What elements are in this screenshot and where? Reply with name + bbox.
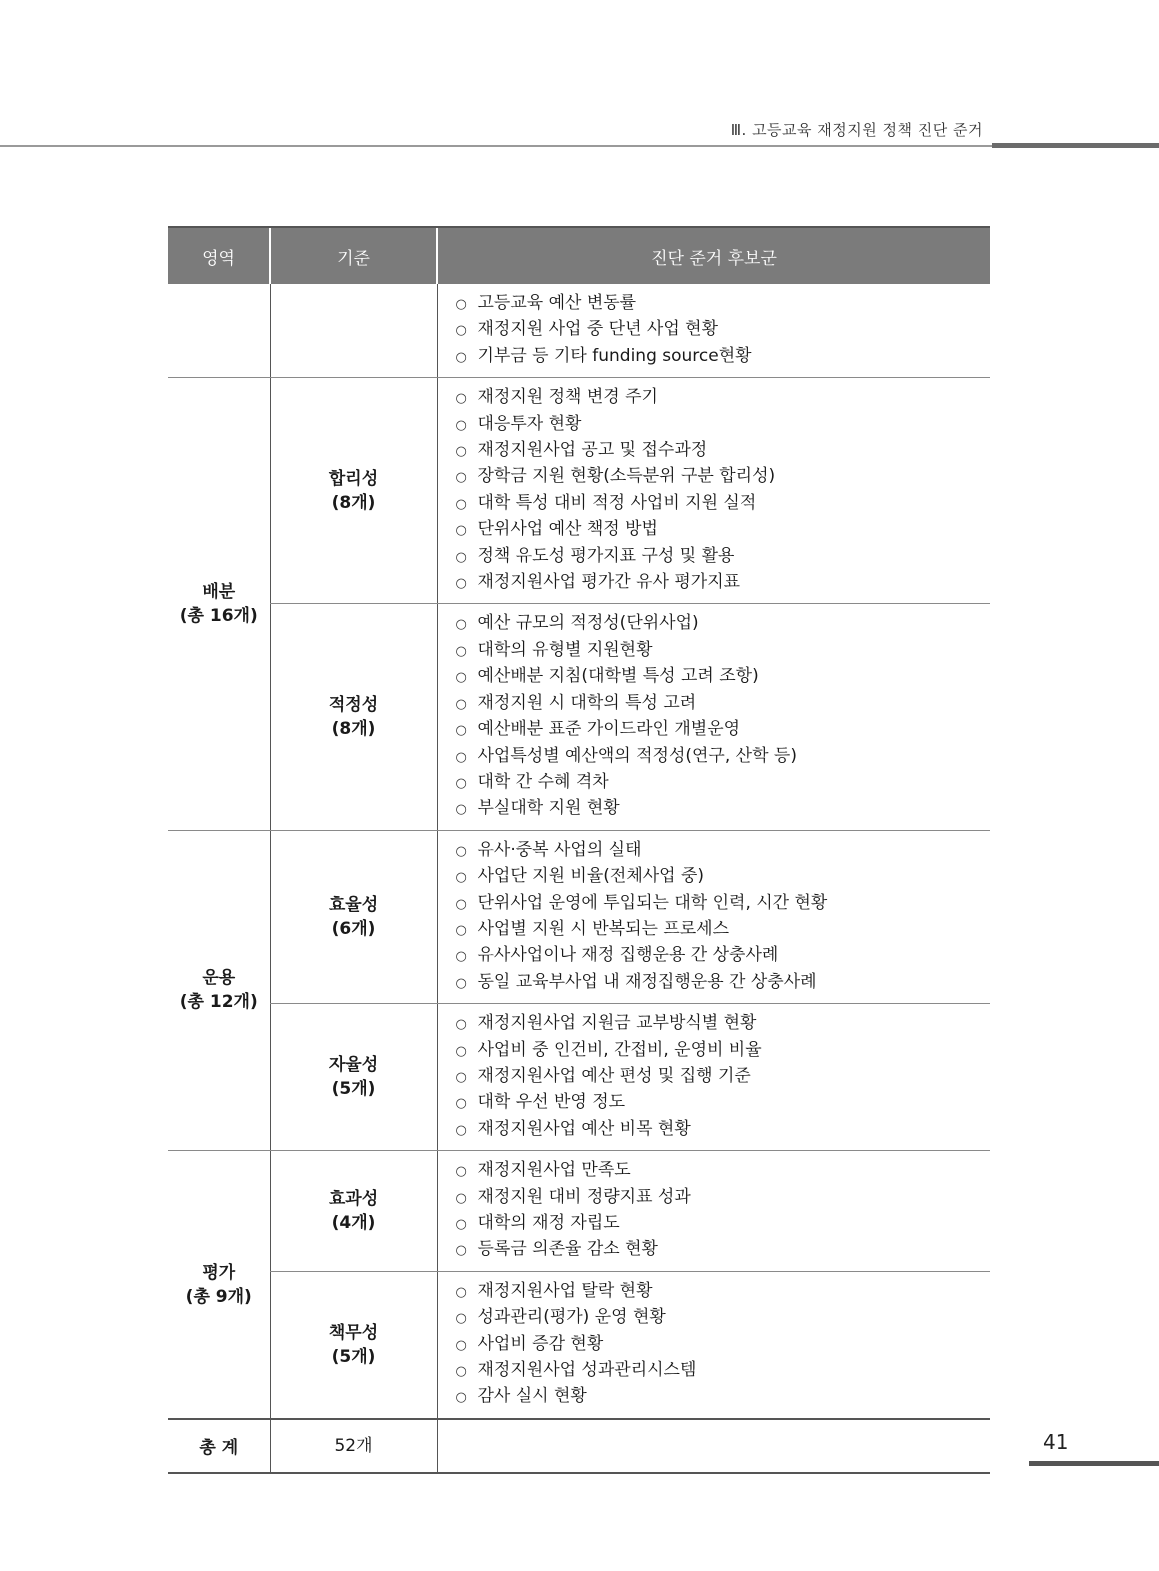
- list-item-text: 예산 규모의 적정성(단위사업): [477, 613, 699, 634]
- list-item: [456, 864, 991, 890]
- circle-bullet-icon: ○: [455, 643, 467, 659]
- list-item-text: 재정지원 사업 중 단년 사업 현황: [477, 319, 719, 340]
- list-item: [456, 1117, 991, 1143]
- list-item: [456, 1279, 991, 1305]
- list-item: [456, 970, 991, 996]
- candidate-cell: [437, 1151, 990, 1272]
- area-cell-operation: [168, 830, 270, 1150]
- list-item-text: 기부금 등 기타 funding source현황: [477, 345, 752, 366]
- circle-bullet-icon: ○: [455, 617, 467, 633]
- list-item-text: 재정지원 시 대학의 특성 고려: [477, 692, 697, 713]
- criterion-cell-adequacy: [270, 604, 437, 830]
- list-item: [456, 385, 991, 411]
- list-item: [456, 412, 991, 438]
- column-header-area: 영역: [168, 227, 270, 284]
- list-item-text: 재정지원 대비 정량지표 성과: [477, 1186, 691, 1207]
- candidate-list: [456, 1158, 991, 1264]
- candidate-list: [456, 1011, 991, 1143]
- circle-bullet-icon: ○: [455, 1043, 467, 1059]
- list-item-text: 장학금 지원 현황(소득분위 구분 합리성): [477, 466, 776, 487]
- criterion-count: (5개): [331, 1346, 376, 1367]
- list-item: [456, 1064, 991, 1090]
- list-item-text: 사업단 지원 비율(전체사업 중): [477, 866, 705, 887]
- circle-bullet-icon: ○: [455, 1243, 467, 1259]
- criterion-cell-autonomy: [270, 1004, 437, 1151]
- list-item: [456, 344, 991, 370]
- total-label: 총 계: [168, 1419, 270, 1473]
- candidate-cell: [437, 378, 990, 604]
- diagnosis-criteria-table: [168, 226, 990, 1474]
- circle-bullet-icon: ○: [455, 870, 467, 886]
- circle-bullet-icon: ○: [455, 391, 467, 407]
- circle-bullet-icon: ○: [455, 417, 467, 433]
- list-item: [456, 438, 991, 464]
- circle-bullet-icon: ○: [455, 576, 467, 592]
- criterion-count: (4개): [331, 1213, 376, 1233]
- list-item: [456, 796, 991, 822]
- area-name: 평가: [202, 1262, 236, 1283]
- list-item-text: 재정지원사업 만족도: [477, 1160, 631, 1181]
- total-empty-cell: [437, 1419, 990, 1473]
- table-row-total: [168, 1419, 990, 1473]
- list-item-text: 재정지원사업 성과관리시스템: [477, 1360, 697, 1381]
- area-count: (총 12개): [179, 992, 258, 1013]
- list-item-text: 예산배분 표준 가이드라인 개별운영: [477, 719, 741, 740]
- list-item: [456, 838, 991, 864]
- list-item: [456, 917, 991, 943]
- list-item: [456, 1011, 991, 1037]
- list-item: [456, 570, 991, 596]
- circle-bullet-icon: ○: [455, 896, 467, 912]
- table-header-row: [168, 227, 990, 284]
- circle-bullet-icon: ○: [455, 1122, 467, 1138]
- list-item: [456, 464, 991, 490]
- list-item-text: 대학의 유형별 지원현황: [477, 639, 653, 660]
- list-item: [456, 291, 991, 317]
- criterion-name: 자율성: [328, 1055, 379, 1076]
- circle-bullet-icon: ○: [455, 470, 467, 486]
- footer-divider: [1029, 1461, 1159, 1466]
- table-row: [168, 604, 990, 830]
- header-divider: [0, 145, 992, 147]
- circle-bullet-icon: ○: [455, 1069, 467, 1085]
- candidate-list: [456, 838, 991, 996]
- list-item-text: 사업별 지원 시 반복되는 프로세스: [477, 918, 730, 939]
- list-item-text: 재정지원 정책 변경 주기: [477, 387, 658, 408]
- area-cell-evaluation: [168, 1151, 270, 1419]
- list-item-text: 대학 간 수혜 격차: [477, 771, 609, 792]
- list-item: [456, 1305, 991, 1331]
- list-item-text: 재정지원사업 예산 비목 현황: [477, 1118, 691, 1139]
- list-item: [456, 1185, 991, 1211]
- circle-bullet-icon: ○: [455, 723, 467, 739]
- candidate-list: [456, 385, 991, 596]
- list-item: [456, 744, 991, 770]
- list-item-text: 감사 실시 현황: [477, 1386, 587, 1407]
- circle-bullet-icon: ○: [455, 323, 467, 339]
- candidate-cell: [437, 1004, 990, 1151]
- list-item-text: 재정지원사업 평가간 유사 평가지표: [477, 572, 741, 593]
- list-item-text: 재정지원사업 예산 편성 및 집행 기준: [477, 1065, 751, 1086]
- list-item: [456, 691, 991, 717]
- criterion-cell-efficiency: [270, 830, 437, 1003]
- header-divider-accent: [992, 143, 1159, 148]
- table-row: [168, 1004, 990, 1151]
- list-item-text: 대학 특성 대비 적정 사업비 지원 실적: [477, 492, 757, 513]
- list-item: [456, 1038, 991, 1064]
- list-item-text: 단위사업 운영에 투입되는 대학 인력, 시간 현황: [477, 892, 828, 913]
- area-name: 운용: [202, 968, 236, 989]
- criterion-count: (5개): [331, 1079, 376, 1100]
- circle-bullet-icon: ○: [455, 444, 467, 460]
- criterion-name: 효율성: [328, 894, 379, 915]
- list-item-text: 사업비 증감 현황: [477, 1333, 604, 1354]
- list-item-text: 재정지원사업 지원금 교부방식별 현황: [477, 1013, 757, 1034]
- list-item-text: 재정지원사업 공고 및 접수과정: [477, 440, 708, 461]
- list-item-text: 유사·중복 사업의 실태: [477, 839, 642, 860]
- candidate-list: [456, 1279, 991, 1411]
- criterion-name: 책무성: [328, 1322, 379, 1343]
- list-item: [456, 1384, 991, 1410]
- list-item: [456, 1358, 991, 1384]
- list-item: [456, 891, 991, 917]
- circle-bullet-icon: ○: [455, 949, 467, 965]
- circle-bullet-icon: ○: [455, 802, 467, 818]
- circle-bullet-icon: ○: [455, 1390, 467, 1406]
- circle-bullet-icon: ○: [455, 1284, 467, 1300]
- total-value: 52개: [270, 1419, 437, 1473]
- circle-bullet-icon: ○: [455, 843, 467, 859]
- area-cell-distribution: [168, 378, 270, 831]
- area-cell-empty: [168, 284, 270, 378]
- list-item-text: 사업특성별 예산액의 적정성(연구, 산학 등): [477, 745, 797, 766]
- criterion-count: (8개): [331, 719, 376, 740]
- list-item-text: 고등교육 예산 변동률: [477, 293, 637, 313]
- circle-bullet-icon: ○: [455, 1164, 467, 1180]
- circle-bullet-icon: ○: [455, 1337, 467, 1353]
- area-count: (총 9개): [185, 1286, 252, 1307]
- circle-bullet-icon: ○: [455, 670, 467, 686]
- list-item-text: 대학 우선 반영 정도: [477, 1092, 626, 1113]
- column-header-candidates: 진단 준거 후보군: [437, 227, 990, 284]
- circle-bullet-icon: ○: [455, 549, 467, 565]
- list-item-text: 유사사업이나 재정 집행운용 간 상충사례: [477, 945, 779, 966]
- column-header-criterion: 기준: [270, 227, 437, 284]
- circle-bullet-icon: ○: [455, 696, 467, 712]
- list-item: [456, 638, 991, 664]
- circle-bullet-icon: ○: [455, 1096, 467, 1112]
- criterion-count: (6개): [331, 918, 376, 939]
- list-item: [456, 717, 991, 743]
- criterion-count: (8개): [331, 492, 376, 513]
- criterion-cell-rationality: [270, 378, 437, 604]
- criterion-cell-accountability: [270, 1271, 437, 1419]
- circle-bullet-icon: ○: [455, 922, 467, 938]
- list-item-text: 정책 유도성 평가지표 구성 및 활용: [477, 545, 735, 566]
- table-row: [168, 378, 990, 604]
- criterion-cell-effectiveness: [270, 1151, 437, 1272]
- circle-bullet-icon: ○: [455, 349, 467, 365]
- list-item-text: 재정지원사업 탈락 현황: [477, 1280, 653, 1301]
- area-name: 배분: [202, 581, 236, 602]
- table-row: [168, 1271, 990, 1419]
- list-item: [456, 1158, 991, 1184]
- candidate-cell: [437, 604, 990, 830]
- candidate-cell: [437, 830, 990, 1003]
- list-item-text: 성과관리(평가) 운영 현황: [477, 1307, 666, 1328]
- candidate-cell: [437, 1271, 990, 1419]
- circle-bullet-icon: ○: [455, 1364, 467, 1380]
- list-item-text: 예산배분 지침(대학별 특성 고려 조항): [477, 666, 759, 687]
- list-item: [456, 491, 991, 517]
- criterion-name: 적정성: [328, 695, 379, 716]
- circle-bullet-icon: ○: [455, 1190, 467, 1206]
- list-item-text: 단위사업 예산 책정 방법: [477, 519, 658, 540]
- candidate-cell: [437, 284, 990, 378]
- list-item-text: 부실대학 지원 현황: [477, 798, 620, 819]
- criterion-name: 합리성: [328, 468, 379, 489]
- list-item: [456, 943, 991, 969]
- list-item: [456, 1090, 991, 1116]
- list-item-text: 동일 교육부사업 내 재정집행운용 간 상충사례: [477, 971, 817, 992]
- chapter-header: Ⅲ. 고등교육 재정지원 정책 진단 준거: [730, 121, 983, 139]
- circle-bullet-icon: ○: [455, 297, 467, 312]
- list-item: [456, 611, 991, 637]
- criterion-cell-empty: [270, 284, 437, 378]
- list-item: [456, 517, 991, 543]
- list-item-text: 대응투자 현황: [477, 413, 582, 434]
- circle-bullet-icon: ○: [455, 1217, 467, 1232]
- list-item-text: 사업비 중 인건비, 간접비, 운영비 비율: [477, 1039, 762, 1060]
- list-item: [456, 664, 991, 690]
- table-row: [168, 1151, 990, 1272]
- circle-bullet-icon: ○: [455, 496, 467, 512]
- list-item: [456, 1211, 991, 1237]
- list-item: [456, 1237, 991, 1263]
- page-number: 41: [1043, 1430, 1069, 1454]
- circle-bullet-icon: ○: [455, 775, 467, 791]
- circle-bullet-icon: ○: [455, 1311, 467, 1327]
- candidate-list: [456, 611, 991, 822]
- circle-bullet-icon: ○: [455, 975, 467, 991]
- list-item: [456, 1332, 991, 1358]
- list-item: [456, 544, 991, 570]
- circle-bullet-icon: ○: [455, 523, 467, 539]
- criterion-name: 효과성: [328, 1189, 379, 1209]
- circle-bullet-icon: ○: [455, 1017, 467, 1033]
- candidate-list-intro: [456, 291, 991, 370]
- area-count: (총 16개): [179, 605, 258, 626]
- table-row-intro: [168, 284, 990, 378]
- circle-bullet-icon: ○: [455, 749, 467, 765]
- table-row: [168, 830, 990, 1003]
- list-item-text: 등록금 의존율 감소 현황: [477, 1239, 658, 1260]
- list-item-text: 대학의 재정 자립도: [477, 1213, 620, 1233]
- list-item: [456, 770, 991, 796]
- list-item: [456, 317, 991, 343]
